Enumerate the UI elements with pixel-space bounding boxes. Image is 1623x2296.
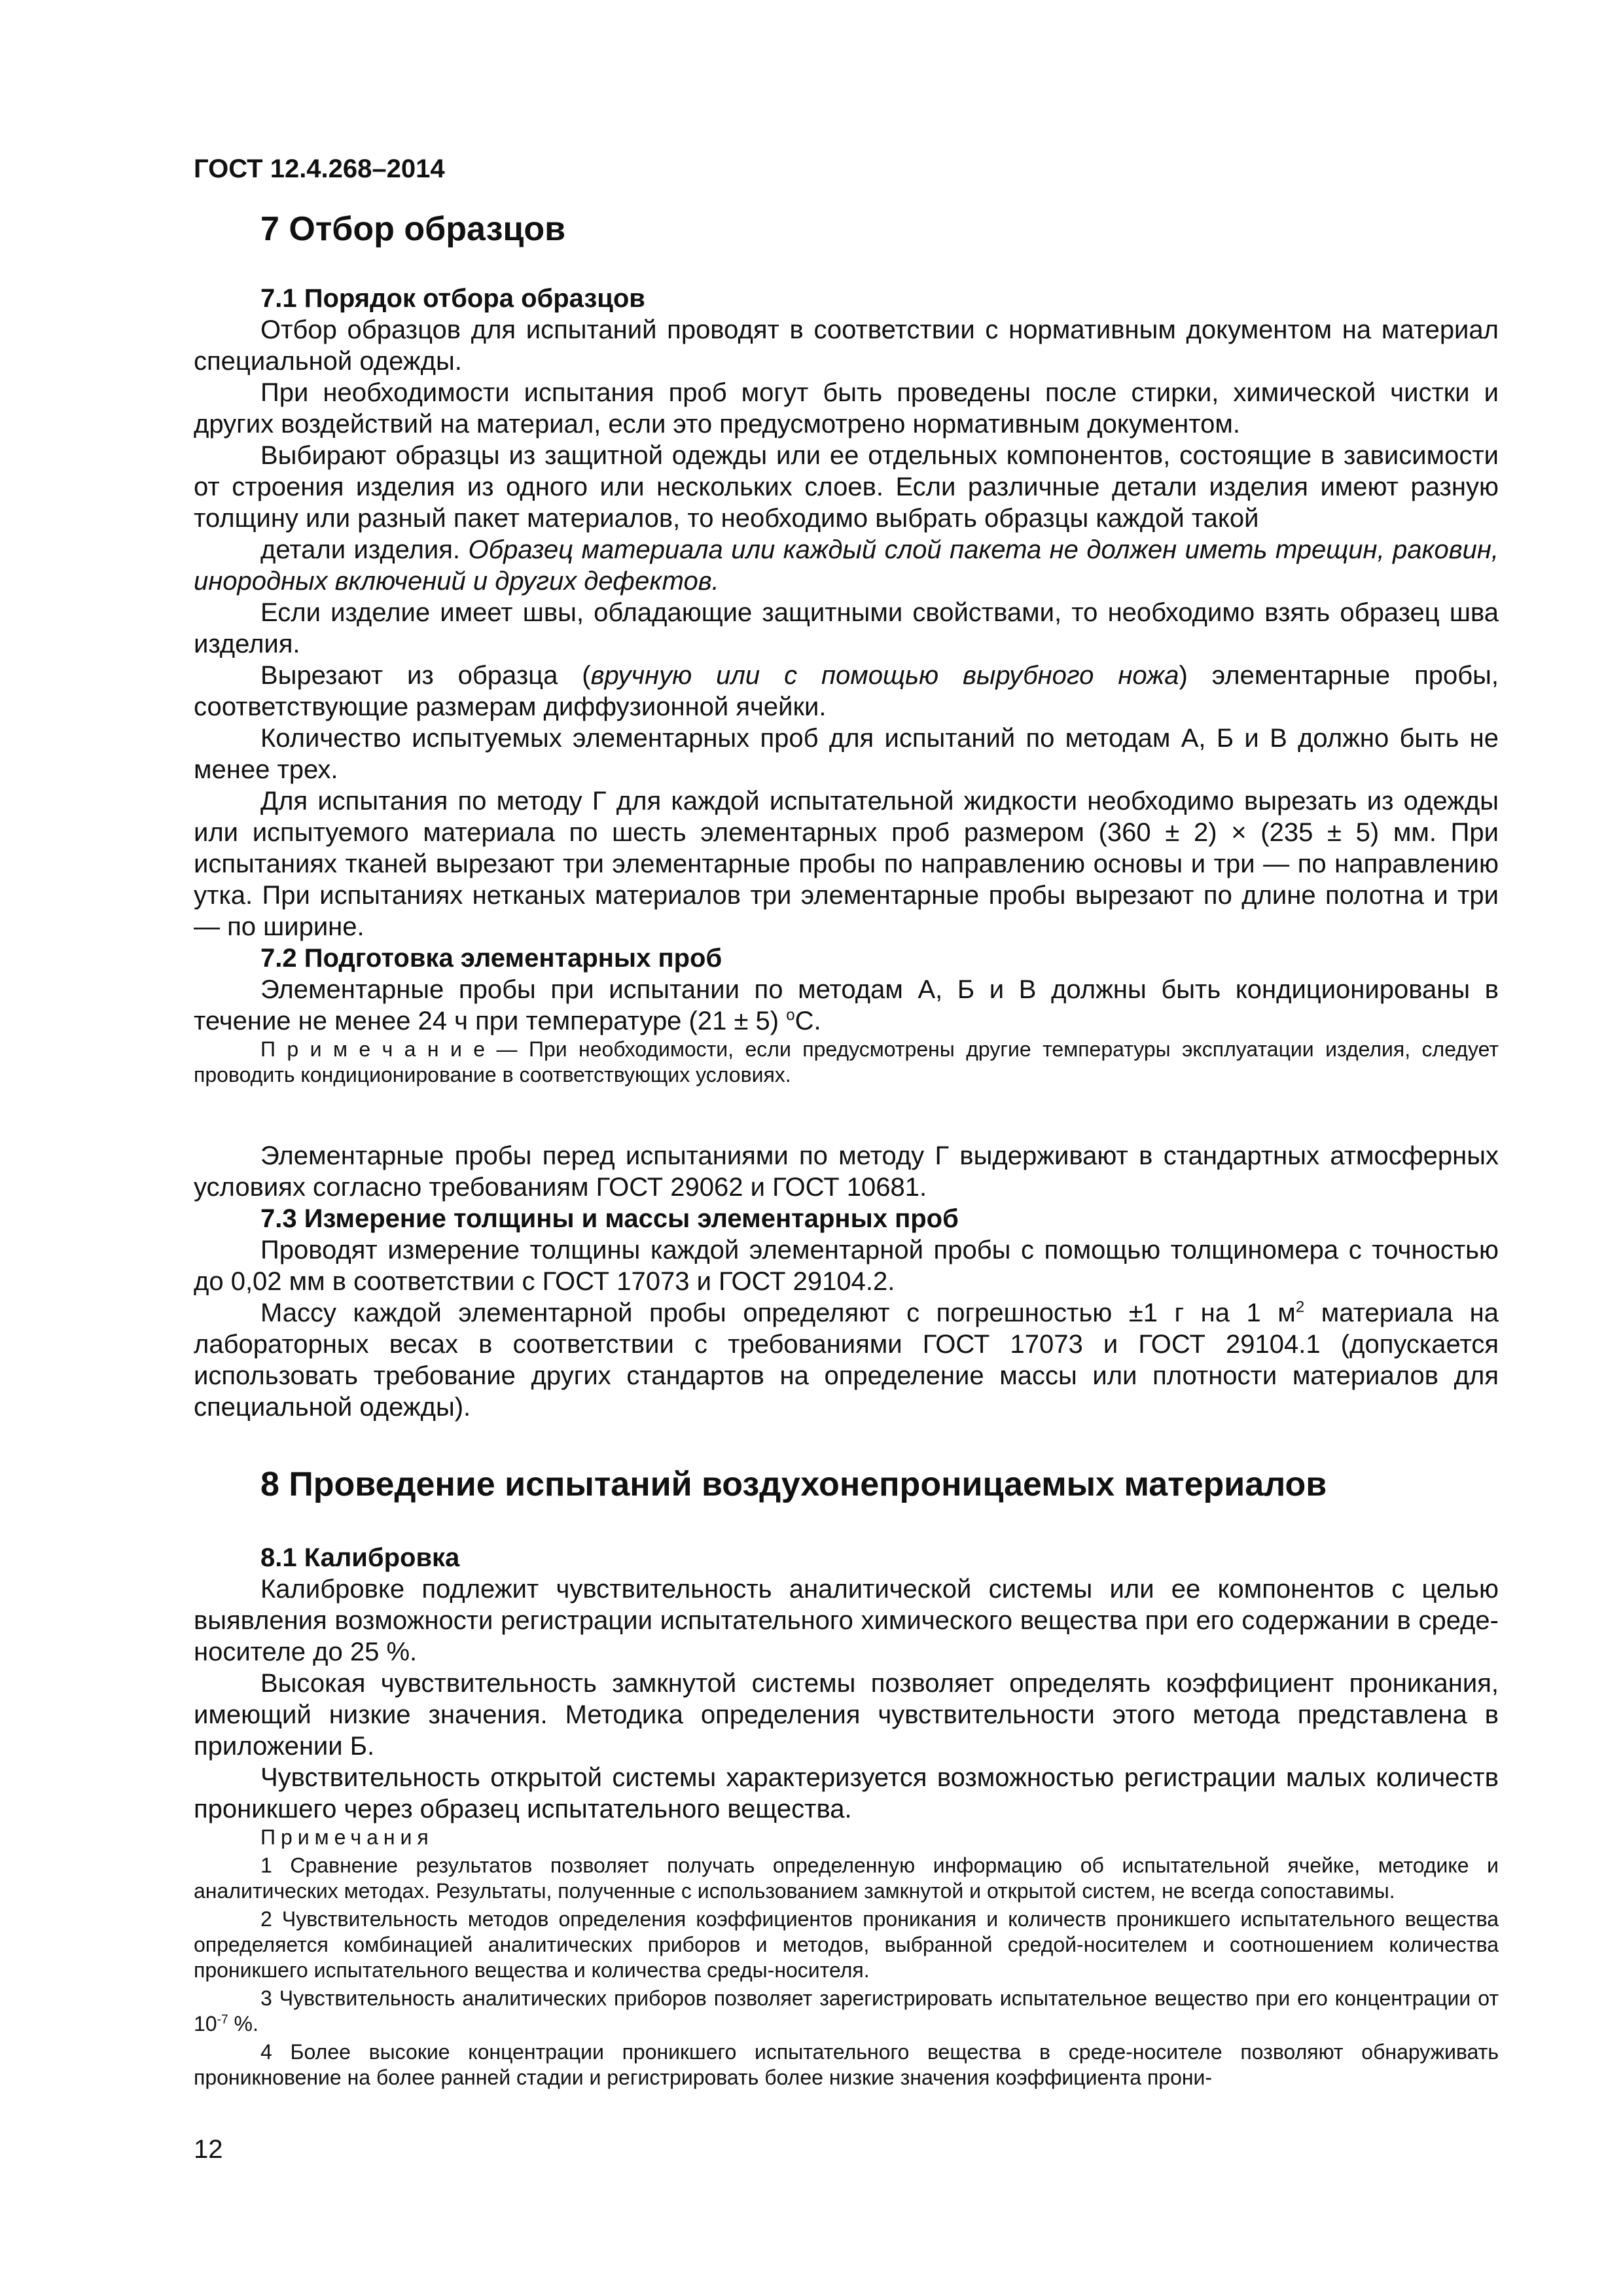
- subsection-7-1-title: 7.1 Порядок отбора образцов: [260, 284, 645, 313]
- text-span: %.: [228, 2012, 259, 2036]
- text-span: материала на лабораторных весах в соответствии с требованиями ГОСТ 17073 и ГОСТ 29104.1 (допускается использовать требование других стандартов на определение массы или плотности материалов для специальной одежды).: [194, 1299, 1499, 1422]
- paragraph: Чувствительность открытой системы характеризуется возможностью регистрации малых количеств проникшего через образец испытательного вещества.: [194, 1763, 1499, 1823]
- paragraph: [194, 660, 1499, 723]
- italic-text: вручную или с помощью вырубного ножа: [590, 661, 1179, 690]
- text-span: 3 Чувствительность аналитических приборов позволяет зарегистрировать испытательное вещество при его концентрации от 10: [194, 1986, 1499, 2036]
- note: [194, 1037, 1499, 1088]
- paragraph: Высокая чувствительность замкнутой системы позволяет определять коэффициент проникания, имеющий низкие значения. Методика определения чувствительности этого метода представлена в приложении Б.: [194, 1669, 1499, 1761]
- paragraph: Элементарные пробы перед испытаниями по методу Г выдерживают в стандартных атмосферных условиях согласно требованиям ГОСТ 29062 и ГОСТ 10681.: [194, 1141, 1499, 1202]
- text-span: С.: [794, 1007, 821, 1035]
- subsection-8-1-title: 8.1 Калибровка: [260, 1543, 460, 1572]
- section-7-title: 7 Отбор образцов: [260, 210, 566, 248]
- document-id: ГОСТ 12.4.268–2014: [194, 154, 445, 183]
- paragraph: [194, 974, 1499, 1037]
- text-span: ) элементарные пробы, соответствующие размерам диффузионной ячейки.: [194, 661, 1499, 721]
- note-item: 1 Сравнение результатов позволяет получать определенную информацию об испытательной ячейке, методике и аналитических методах. Результаты, полученные с использованием замкнутой и открытой систем, не всегда сопоставимы.: [194, 1854, 1499, 1903]
- paragraph: Выбирают образцы из защитной одежды или ее отдельных компонентов, состоящие в зависимости от строения изделия из одного или нескольких слоев. Если различные детали изделия имеют разную толщину или разный пакет материалов, то необходимо выбрать образцы каждой такой: [194, 441, 1499, 533]
- paragraph: [194, 534, 1499, 597]
- note-label: П р и м е ч а н и е: [260, 1037, 486, 1061]
- paragraph: Количество испытуемых элементарных проб для испытаний по методам А, Б и В должно быть не менее трех.: [194, 724, 1499, 784]
- paragraph: Отбор образцов для испытаний проводят в соответствии с нормативным документом на материал специальной одежды.: [194, 315, 1499, 376]
- text-span: детали изделия.: [260, 535, 469, 564]
- notes-title: Примечания: [260, 1825, 434, 1849]
- note-item: 2 Чувствительность методов определения коэффициентов проникания и количеств проникшего испытательного вещества определяется комбинацией аналитических приборов и методов, выбранной средой-носителем и соотношением количества проникшего испытательного вещества и количества среды-носителя.: [194, 1907, 1499, 1982]
- paragraph: [194, 1297, 1499, 1423]
- italic-text: Образец материала или каждый слой пакета не должен иметь трещин, раковин, инородных включений и других дефектов.: [194, 535, 1499, 596]
- note-item: [194, 1986, 1499, 2037]
- text-span: Вырезают из образца (: [260, 661, 591, 690]
- paragraph: Если изделие имеет швы, обладающие защитными свойствами, то необходимо взять образец шва изделия.: [194, 598, 1499, 658]
- degree-sup: o: [786, 1006, 795, 1024]
- text-span: Элементарные пробы при испытании по методам А, Б и В должны быть кондиционированы в течение не менее 24 ч при температуре (21 ± 5): [194, 975, 1499, 1035]
- paragraph: Проводят измерение толщины каждой элементарной пробы с помощью толщиномера с точностью до 0,02 мм в соответствии с ГОСТ 17073 и ГОСТ 29104.2.: [194, 1236, 1499, 1296]
- note-item: 4 Более высокие концентрации проникшего испытательного вещества в среде-носителе позволяют обнаруживать проникновение на более ранней стадии и регистрировать более низкие значения коэффициента прони-: [194, 2040, 1499, 2089]
- section-8-title: 8 Проведение испытаний воздухонепроницаемых материалов: [260, 1465, 1327, 1503]
- square-sup: 2: [1295, 1298, 1305, 1316]
- subsection-7-2-title: 7.2 Подготовка элементарных проб: [260, 944, 722, 973]
- note-text: — При необходимости, если предусмотрены другие температуры эксплуатации изделия, следует проводить кондиционирование в соответствующих условиях.: [194, 1037, 1499, 1086]
- paragraph: При необходимости испытания проб могут быть проведены после стирки, химической чистки и других воздействий на материал, если это предусмотрено нормативным документом.: [194, 378, 1499, 439]
- exponent-sup: -7: [217, 2013, 228, 2027]
- paragraph: Для испытания по методу Г для каждой испытательной жидкости необходимо вырезать из одежды или испытуемого материала по шесть элементарных проб размером (360 ± 2) × (235 ± 5) мм. При испытаниях тканей вырезают три элементарные пробы по направлению основы и три — по направлению утка. При испытаниях нетканых материалов три элементарные пробы вырезают по длине полотна и три — по ширине.: [194, 787, 1499, 941]
- subsection-7-3-title: 7.3 Измерение толщины и массы элементарных проб: [260, 1204, 959, 1233]
- page-number: 12: [194, 2135, 223, 2164]
- paragraph: Калибровке подлежит чувствительность аналитической системы или ее компонентов с целью выявления возможности регистрации испытательного химического вещества при его содержании в среде-носителе до 25 %.: [194, 1575, 1499, 1666]
- document-page: [194, 152, 1499, 2090]
- text-span: Массу каждой элементарной пробы определяют с погрешностью ±1 г на 1 м: [260, 1299, 1296, 1327]
